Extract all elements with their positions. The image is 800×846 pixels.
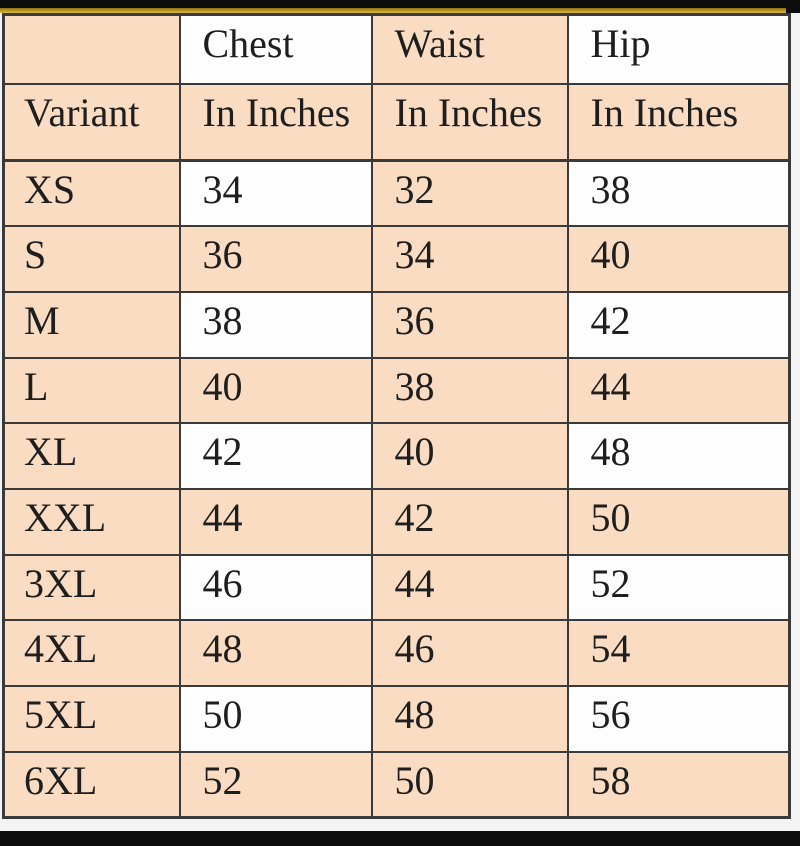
units-header-row <box>4 84 790 161</box>
waist-value-cell: 42 <box>372 489 568 555</box>
table-row <box>4 555 790 621</box>
variant-cell: 4XL <box>4 620 180 686</box>
chest-value-cell: 38 <box>180 292 372 358</box>
variant-cell: XL <box>4 423 180 489</box>
table-row <box>4 161 790 227</box>
variant-cell: 5XL <box>4 686 180 752</box>
hip-value-cell: 42 <box>568 292 790 358</box>
hip-value-cell: 38 <box>568 161 790 227</box>
chest-value-cell: 42 <box>180 423 372 489</box>
hip-value-cell: 56 <box>568 686 790 752</box>
size-table-body <box>4 161 790 818</box>
waist-value-cell: 40 <box>372 423 568 489</box>
chest-value-cell: 46 <box>180 555 372 621</box>
waist-value-cell: 32 <box>372 161 568 227</box>
table-row <box>4 226 790 292</box>
waist-value-cell: 46 <box>372 620 568 686</box>
chest-value-cell: 40 <box>180 358 372 424</box>
variant-cell: XXL <box>4 489 180 555</box>
chest-value-cell: 48 <box>180 620 372 686</box>
chest-units-cell: In Inches <box>180 84 372 161</box>
chest-value-cell: 44 <box>180 489 372 555</box>
chest-header: Chest <box>180 15 372 84</box>
waist-value-cell: 48 <box>372 686 568 752</box>
variant-cell: 6XL <box>4 752 180 818</box>
variant-cell: S <box>4 226 180 292</box>
hip-value-cell: 50 <box>568 489 790 555</box>
table-row <box>4 620 790 686</box>
hip-header: Hip <box>568 15 790 84</box>
hip-value-cell: 40 <box>568 226 790 292</box>
hip-value-cell: 54 <box>568 620 790 686</box>
variant-cell: XS <box>4 161 180 227</box>
table-row <box>4 752 790 818</box>
waist-value-cell: 36 <box>372 292 568 358</box>
chest-value-cell: 52 <box>180 752 372 818</box>
waist-header: Waist <box>372 15 568 84</box>
bottom-black-bar <box>0 831 800 846</box>
hip-units-cell: In Inches <box>568 84 790 161</box>
waist-value-cell: 50 <box>372 752 568 818</box>
waist-value-cell: 34 <box>372 226 568 292</box>
hip-value-cell: 44 <box>568 358 790 424</box>
gold-accent-line <box>0 8 786 13</box>
table-area <box>0 13 800 819</box>
corner-cell <box>4 15 180 84</box>
top-black-bar <box>0 0 800 8</box>
top-right-black-corner <box>786 8 800 13</box>
table-row <box>4 292 790 358</box>
table-row <box>4 489 790 555</box>
variant-cell: 3XL <box>4 555 180 621</box>
hip-value-cell: 48 <box>568 423 790 489</box>
variant-cell: L <box>4 358 180 424</box>
variant-label-cell: Variant <box>4 84 180 161</box>
chest-value-cell: 36 <box>180 226 372 292</box>
waist-units-cell: In Inches <box>372 84 568 161</box>
variant-cell: M <box>4 292 180 358</box>
table-row <box>4 358 790 424</box>
hip-value-cell: 58 <box>568 752 790 818</box>
bottom-white-gap <box>0 819 800 831</box>
waist-value-cell: 44 <box>372 555 568 621</box>
chest-value-cell: 34 <box>180 161 372 227</box>
chest-value-cell: 50 <box>180 686 372 752</box>
table-row <box>4 686 790 752</box>
table-row <box>4 423 790 489</box>
waist-value-cell: 38 <box>372 358 568 424</box>
hip-value-cell: 52 <box>568 555 790 621</box>
measure-header-row <box>4 15 790 84</box>
gold-accent-row <box>0 8 800 13</box>
size-chart-table <box>2 13 791 819</box>
